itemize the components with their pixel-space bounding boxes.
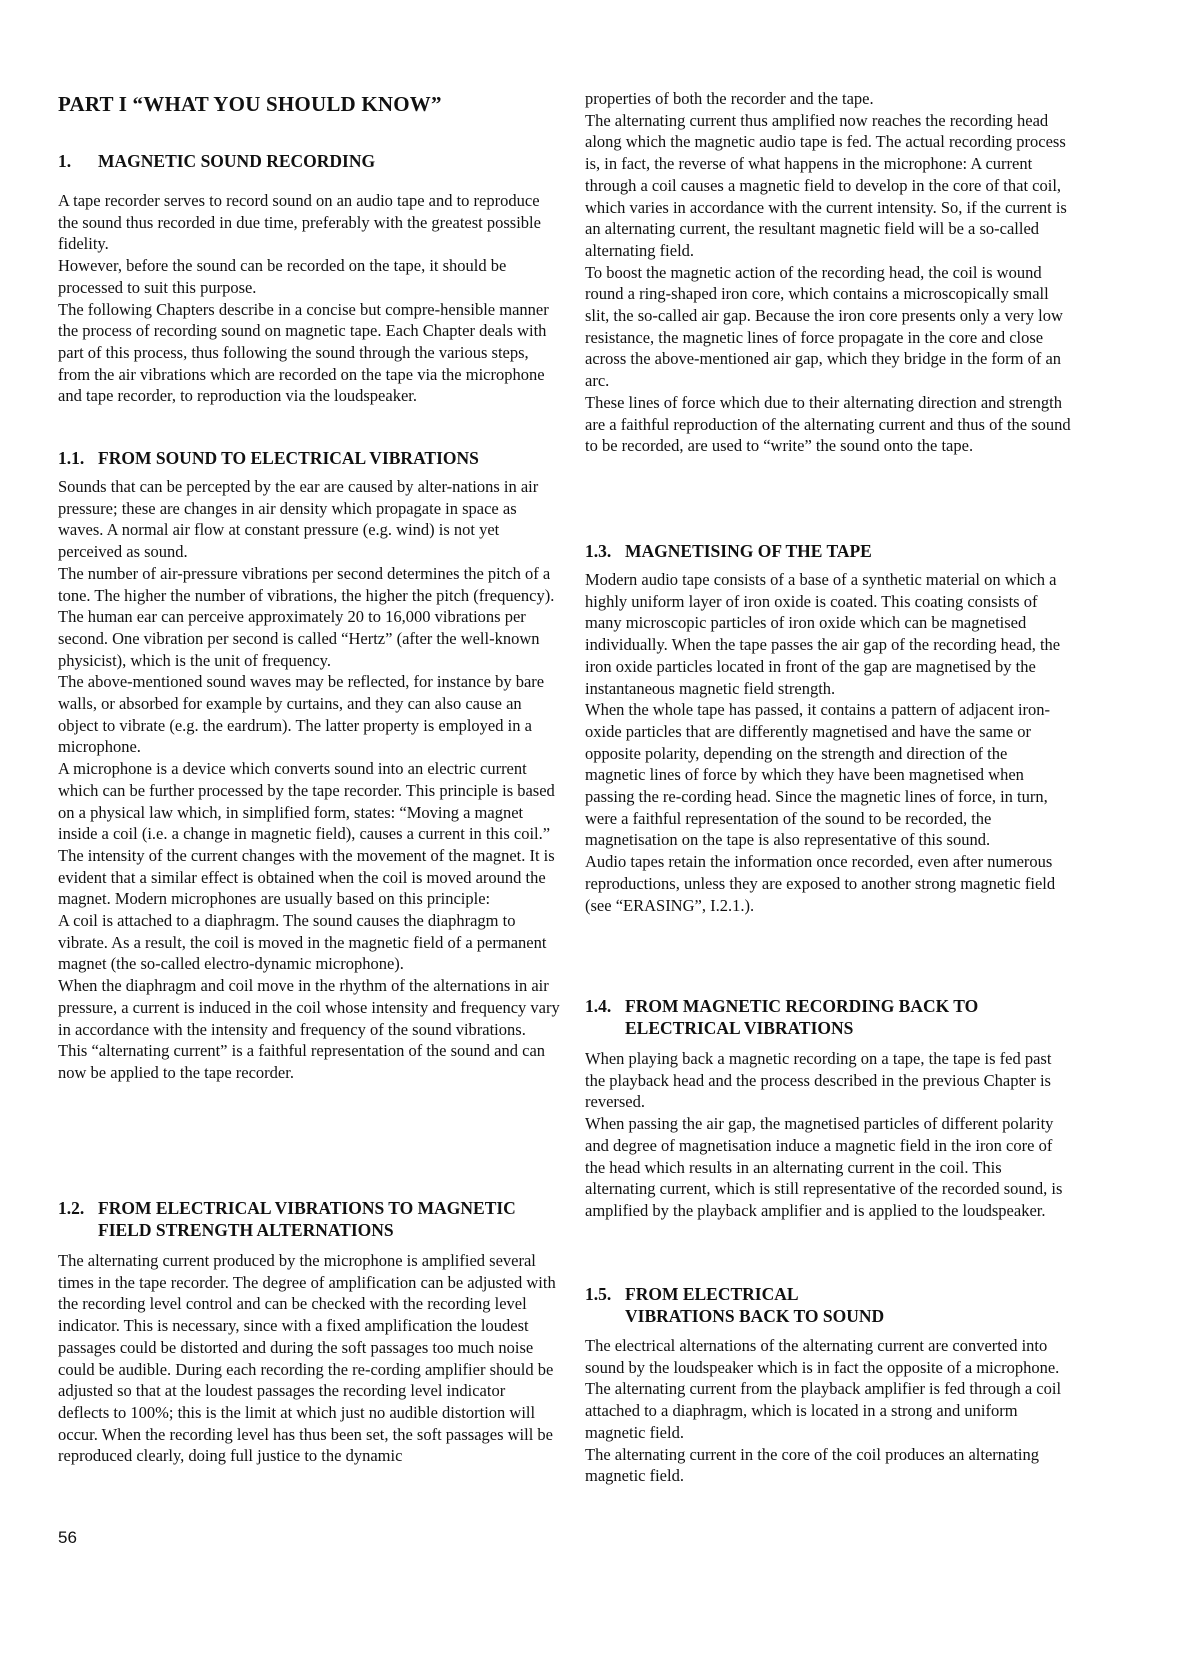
page-number: 56 xyxy=(58,1528,77,1547)
section-heading-1-3 xyxy=(585,540,1075,562)
section-heading-1-5 xyxy=(585,1283,1075,1327)
section-number: 1.2. xyxy=(58,1198,85,1218)
section-body-1-2: The alternating current produced by the microphone is amplified several times in the tape recorder. The degree of amplification can be adjusted with the recording level control and can be checked with the recording level indicator. This is necessary, since with a fixed amplification the loudest passages could be distorted and during the soft passages too much noise could be audible. During each recording the re-cording amplifier should be adjusted so that at the loudest passages the recording level indicator deflects to 100%; this is the limit at which just no audible distortion will occur. When the recording level has thus been set, the soft passages will be reproduced clearly, doing full justice to the dynamic xyxy=(58,1251,556,1466)
section-body-1-1: Sounds that can be percepted by the ear are caused by alter-nations in air pressure; these are changes in air density which propagate in space as waves. A normal air flow at constant pressure (e.g. wind) is not yet perceived as sound. The number of air-pressure vibrations per second determines the pitch of a tone. The higher the number of vibrations, the higher the pitch (frequency). The human ear can perceive approximately 20 to 16,000 vibrations per second. One vibration per second is called “Hertz” (after the well-known physicist), which is the unit of frequency. The above-mentioned sound waves may be reflected, for instance by bare walls, or absorbed for example by curtains, and they can also cause an object to vibrate (e.g. the eardrum). The latter property is employed in a microphone. A microphone is a device which converts sound into an electric current which can be further processed by the tape recorder. This principle is based on a physical law which, in simplified form, states: “Moving a magnet inside a coil (i.e. a change in magnetic field), causes a current in this coil.” The intensity of the current changes with the movement of the magnet. It is evident that a similar effect is obtained when the coil is moved around the magnet. Modern microphones are usually based on this principle: A coil is attached to a diaphragm. The sound causes the diaphragm to vibrate. As a result, the coil is moved in the magnetic field of a permanent magnet (the so-called electro-dynamic microphone). When the diaphragm and coil move in the rhythm of the alternations in air pressure, a current is induced in the coil whose intensity and frequency vary in accordance with the intensity and frequency of the sound vibrations. This “alternating current” is a faithful representation of the sound and can now be applied to the tape recorder. xyxy=(58,477,560,1082)
section-title: FROM ELECTRICAL VIBRATIONS BACK TO SOUND xyxy=(625,1284,885,1326)
section-title: FROM MAGNETIC RECORDING BACK TO ELECTRICAL VIBRATIONS xyxy=(625,996,979,1038)
section-body-1: A tape recorder serves to record sound on an audio tape and to reproduce the sound thus recorded in due time, preferably with the greatest possible fidelity. However, before the sound can be recorded on the tape, it should be processed to suit this purpose. The following Chapters describe in a concise but compre-hensible manner the process of recording sound on magnetic tape. Each Chapter deals with part of this process, thus following the sound through the various steps, from the air vibrations which are recorded on the tape via the microphone and tape recorder, to reproduction via the loudspeaker. xyxy=(58,191,549,406)
section-heading-1-4 xyxy=(585,995,1075,1039)
section-body-1-4: When playing back a magnetic recording on a tape, the tape is fed past the playback head and the process described in the previous Chapter is reversed. When passing the air gap, the magnetised particles of different polarity and degree of magnetisation induce a magnetic field in the iron core of the head which results in an alternating current in the coil. This alternating current, which is still representative of the recorded sound, is amplified by the playback amplifier and is applied to the loudspeaker. xyxy=(585,1049,1063,1220)
section-number: 1.3. xyxy=(585,541,612,561)
section-title: MAGNETIC SOUND RECORDING xyxy=(98,151,376,171)
section-number: 1.1. xyxy=(58,448,85,468)
section-number: 1.5. xyxy=(585,1284,612,1304)
section-number: 1. xyxy=(58,151,72,171)
section-title: FROM ELECTRICAL VIBRATIONS TO MAGNETIC FIELD STRENGTH ALTERNATIONS xyxy=(98,1198,516,1240)
section-body-1-2-continued: properties of both the recorder and the tape. The alternating current thus amplified now reaches the recording head along which the magnetic audio tape is fed. The actual recording process is, in fact, the reverse of what happens in the microphone: A current through a coil causes a magnetic field to develop in the core of that coil, which varies in accordance with the current intensity. So, if the current is an alternating current, the resultant magnetic field will be a so-called alternating field. To boost the magnetic action of the recording head, the coil is wound round a ring-shaped iron core, which contains a microscopically small slit, the so-called air gap. Because the iron core presents only a very low resistance, the magnetic lines of force propagate in the core and close across the above-mentioned air gap, which they bridge in the form of an arc. These lines of force which due to their alternating direction and strength are a faithful reproduction of the alternating current and thus of the sound to be recorded, are used to “write” the sound onto the tape. xyxy=(585,89,1071,456)
section-heading-1 xyxy=(58,150,563,172)
section-title: FROM SOUND TO ELECTRICAL VIBRATIONS xyxy=(98,448,479,468)
section-heading-1-2 xyxy=(58,1197,563,1241)
section-body-1-5: The electrical alternations of the alternating current are converted into sound by the loudspeaker which is in fact the opposite of a microphone. The alternating current from the playback amplifier is fed through a coil attached to a diaphragm, which is located in a strong and uniform magnetic field. The alternating current in the core of the coil produces an alternating magnetic field. xyxy=(585,1336,1062,1486)
section-heading-1-1 xyxy=(58,447,563,469)
section-body-1-3: Modern audio tape consists of a base of a synthetic material on which a highly uniform layer of iron oxide is coated. This coating consists of many microscopic particles of iron oxide which can be magnetised individually. When the tape passes the air gap of the recording head, the iron oxide particles located in front of the gap are magnetised by the instantaneous magnetic field strength. When the whole tape has passed, it contains a pattern of adjacent iron-oxide particles that are differently magnetised and have the same or opposite polarity, depending on the strength and direction of the magnetic lines of force by which they have been magnetised when passing the re-cording head. Since the magnetic lines of force, in turn, were a faithful representation of the sound to be recorded, the magnetisation on the tape is also representative of this sound. Audio tapes retain the information once recorded, even after numerous reproductions, unless they are exposed to another strong magnetic field (see “ERASING”, I.2.1.). xyxy=(585,570,1061,915)
part-title: PART I “WHAT YOU SHOULD KNOW” xyxy=(58,92,442,116)
section-number: 1.4. xyxy=(585,996,612,1016)
section-title: MAGNETISING OF THE TAPE xyxy=(625,541,872,561)
